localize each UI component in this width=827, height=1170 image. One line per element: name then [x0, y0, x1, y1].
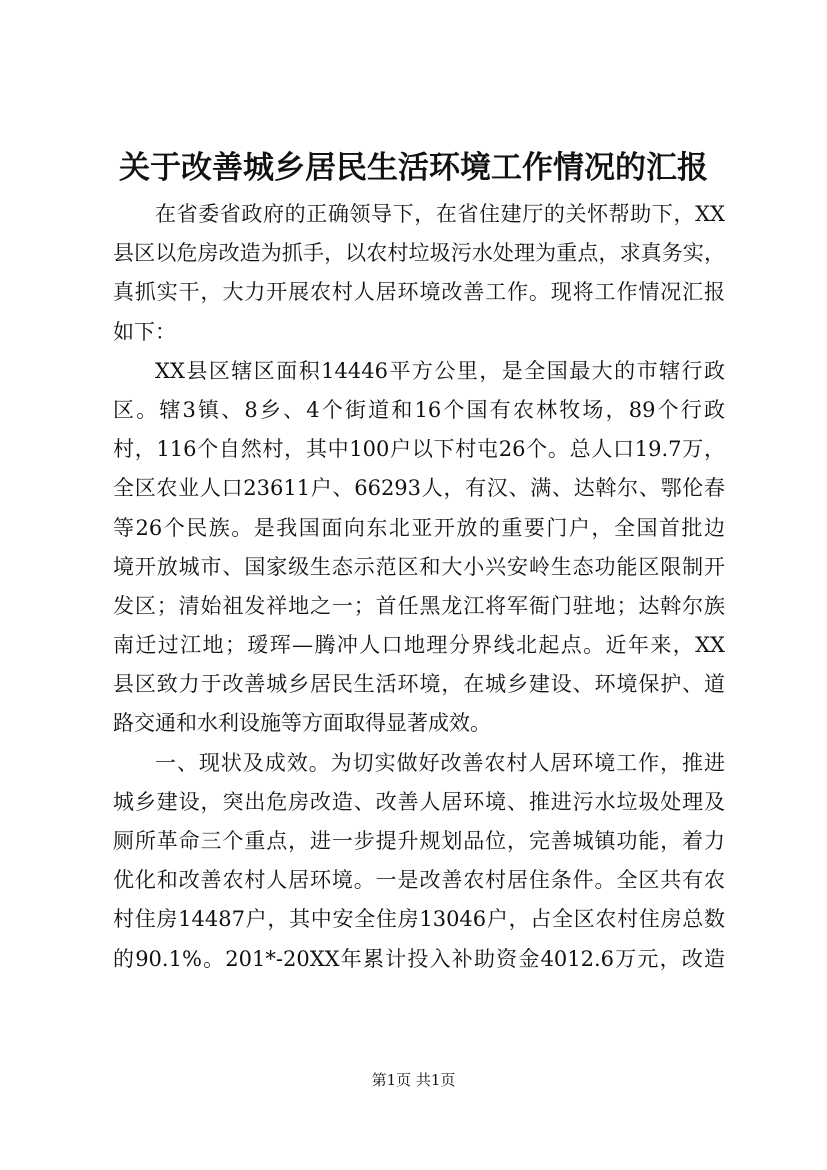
body-line: 区。辖3镇、8乡、4个街道和16个国有农林牧场，89个行政	[113, 397, 725, 422]
body-line: 县区致力于改善城乡居民生活环境，在城乡建设、环境保护、道	[113, 672, 725, 697]
body-line: 县区以危房改造为抓手，以农村垃圾污水处理为重点，求真务实，	[113, 241, 725, 266]
body-line: 厕所革命三个重点，进一步提升规划品位，完善城镇功能，着力	[113, 829, 725, 853]
page-footer: 第1页 共1页	[371, 1071, 456, 1089]
body-line: 村住房14487户，其中安全住房13046户，占全区农村住房总数	[113, 907, 725, 932]
body-line: 在省委省政府的正确领导下，在省住建厅的关怀帮助下，XX	[155, 202, 725, 226]
body-line: 等26个民族。是我国面向东北亚开放的重要门户，全国首批边	[113, 515, 725, 540]
body-line: 真抓实干，大力开展农村人居环境改善工作。现将工作情况汇报	[113, 280, 725, 305]
body-line: 南迁过江地；瑷珲—腾冲人口地理分界线北起点。近年来，XX	[113, 633, 725, 658]
body-line: 村，116个自然村，其中100户以下村屯26个。总人口19.7万，	[113, 437, 725, 462]
body-line: 路交通和水利设施等方面取得显著成效。	[113, 711, 491, 736]
body-line: 发区；清始祖发祥地之一；首任黑龙江将军衙门驻地；达斡尔族	[113, 593, 725, 618]
document-body	[113, 195, 725, 979]
body-line: 的90.1%。201*-20XX年累计投入补助资金4012.6万元，改造	[113, 946, 725, 971]
body-line: 一、现状及成效。为切实做好改善农村人居环境工作，推进	[155, 750, 725, 775]
body-line: XX县区辖区面积14446平方公里，是全国最大的市辖行政	[155, 358, 725, 383]
body-line: 全区农业人口23611户、66293人，有汉、满、达斡尔、鄂伦春	[113, 476, 725, 501]
document-title: 关于改善城乡居民生活环境工作情况的汇报	[119, 150, 708, 186]
body-line: 如下：	[113, 319, 176, 344]
body-line: 城乡建设，突出危房改造、改善人居环境、推进污水垃圾处理及	[113, 789, 725, 814]
body-line: 优化和改善农村人居环境。一是改善农村居住条件。全区共有农	[113, 868, 725, 893]
body-line: 境开放城市、国家级生态示范区和大小兴安岭生态功能区限制开	[113, 554, 725, 579]
